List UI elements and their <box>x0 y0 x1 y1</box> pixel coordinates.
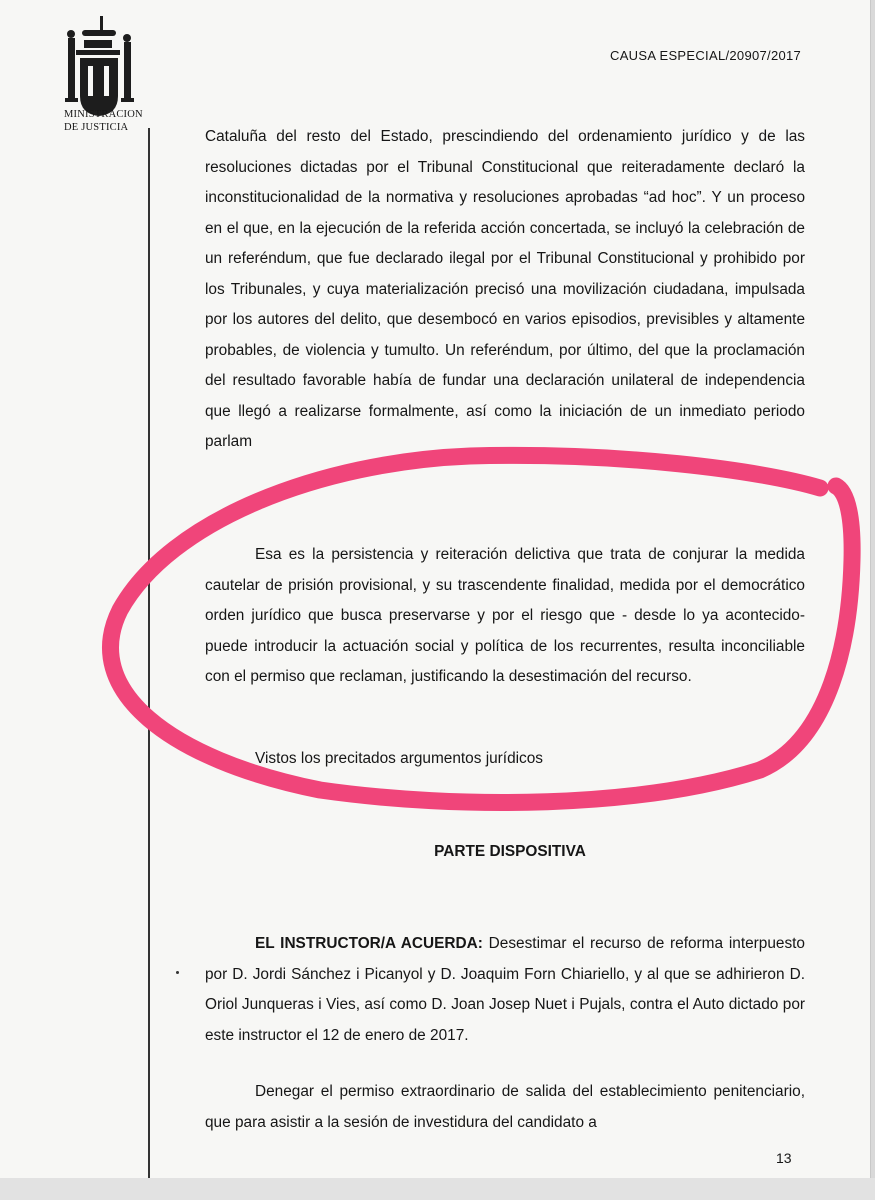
section-heading: PARTE DISPOSITIVA <box>434 843 586 860</box>
paragraph-1 <box>205 122 805 458</box>
ministry-line-2: DE JUSTICIA <box>64 122 129 133</box>
paragraph-4-text: Desestimar el recurso de reforma interpuesto por D. Jordi Sánchez i Picanyol y D. Joaquim Forn Chiariello, y al que se adhirieron D. Oriol Junqueras i Vies, así como D. Joan Josep Nuet i Pujals, contra el Auto dictado por este instructor el 12 de enero de 2017. <box>205 935 805 1044</box>
case-reference: CAUSA ESPECIAL/20907/2017 <box>610 48 802 63</box>
ministry-name <box>64 108 143 134</box>
ministry-line-1: MINISTRACION <box>64 109 143 120</box>
paragraph-3: Vistos los precitados argumentos jurídicos <box>255 750 544 767</box>
bottom-band <box>0 1178 875 1200</box>
paragraph-5: Denegar el permiso extraordinario de salida del establecimiento penitenciario, que para asistir a la sesión de investidura del candidato a <box>205 1083 805 1131</box>
paragraph-2: Esa es la persistencia y reiteración delictiva que trata de conjurar la medida cautelar de prisión provisional, y su trascendente finalidad, medida por el democrático orden jurídico que busca preservarse y por el riesgo que - desde lo ya acontecido- puede introducir la actuación social y política de los recurrentes, resulta inconciliable con el permiso que reclaman, justificando la desestimación del recurso. <box>205 546 805 685</box>
paragraph-4 <box>205 929 805 1051</box>
margin-dot <box>176 971 179 974</box>
paragraph-1-text: Cataluña del resto del Estado, prescindiendo del ordenamiento jurídico y de las resoluciones dictadas por el Tribunal Constitucional que reiteradamente declaró la inconstitucionalidad de la normativa y resoluciones aprobadas “ad hoc”. Y un proceso en el que, en la ejecución de la referida acción concertada, se incluyó la celebración de un referéndum, que fue declarado ilegal por el Tribunal Constitucional y prohibido por los Tribunales, y cuya materialización precisó una movilización ciudadana, impulsada por los autores del delito, que desembocó en varios episodios, previsibles y altamente probables, de violencia y tumulto. Un referéndum, por último, del que la proclamación del resultado favorable había de fundar una declaración unilateral de independencia que llegó a realizarse formalmente, así como la iniciación de un inmediato periodo parlam <box>205 128 805 450</box>
margin-rule <box>148 128 150 1178</box>
paragraph-4-lead: EL INSTRUCTOR/A ACUERDA: <box>255 935 483 952</box>
page-number: 13 <box>776 1150 792 1166</box>
